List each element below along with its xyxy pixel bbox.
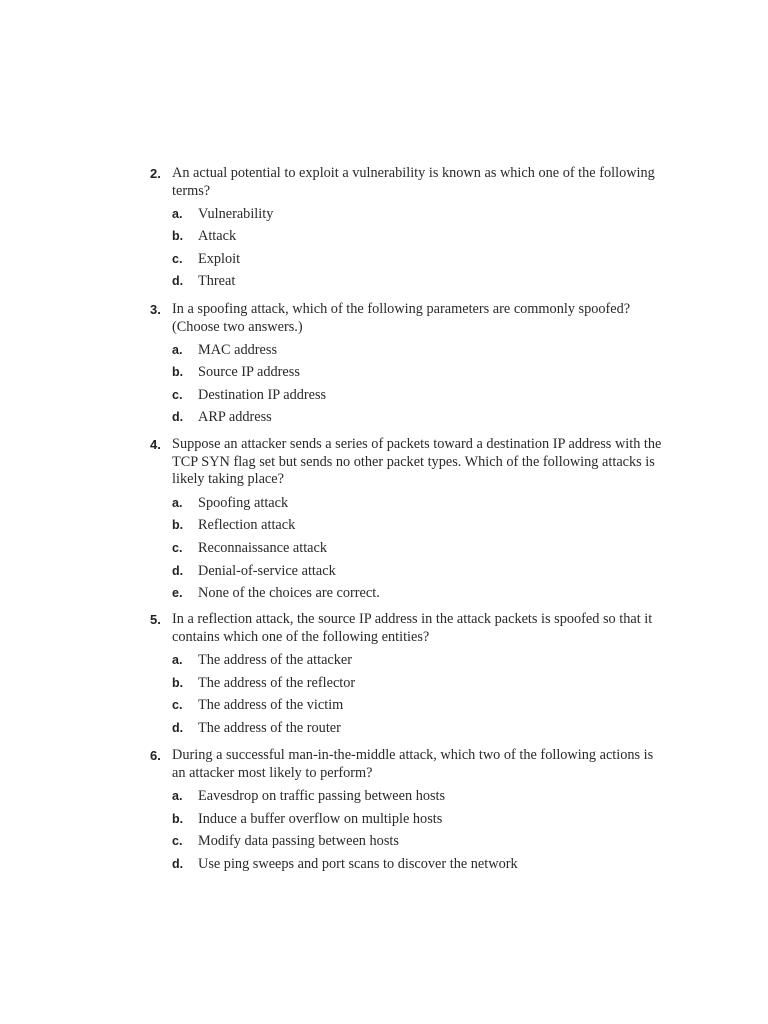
option-letter: b.	[172, 518, 184, 532]
question-number: 4.	[150, 437, 161, 452]
answer-option-d	[0, 718, 768, 738]
answer-option-c	[0, 695, 768, 715]
option-text: Source IP address	[198, 364, 300, 380]
option-text: Modify data passing between hosts	[198, 833, 399, 849]
option-text: The address of the router	[198, 720, 341, 736]
option-text: Attack	[198, 228, 237, 244]
answer-option-c	[0, 249, 768, 269]
option-letter: b.	[172, 365, 184, 379]
option-text: MAC address	[198, 342, 278, 358]
option-letter: b.	[172, 676, 184, 690]
option-text: The address of the reflector	[198, 675, 356, 691]
option-letter: a.	[172, 789, 183, 803]
answer-option-b	[0, 673, 768, 693]
question-number: 2.	[150, 166, 161, 181]
option-text: None of the choices are correct.	[198, 585, 380, 601]
option-letter: d.	[172, 564, 184, 578]
option-letter: a.	[172, 343, 183, 357]
question-text: In a reflection attack, the source IP address in the attack packets is spoofed so that it contains which one of the following entities?	[172, 611, 653, 645]
question-number: 3.	[150, 302, 161, 317]
option-letter: d.	[172, 274, 184, 288]
option-text: The address of the victim	[198, 697, 344, 713]
option-text: Denial-of-service attack	[198, 563, 336, 579]
answer-option-a	[0, 340, 768, 360]
option-letter: d.	[172, 721, 184, 735]
option-letter: c.	[172, 252, 183, 266]
answer-option-c	[0, 538, 768, 558]
option-letter: a.	[172, 653, 183, 667]
answer-option-d	[0, 561, 768, 581]
option-text: Reflection attack	[198, 517, 296, 533]
answer-option-b	[0, 515, 768, 535]
option-text: Vulnerability	[198, 206, 274, 222]
answer-option-b	[0, 226, 768, 246]
option-text: The address of the attacker	[198, 652, 353, 668]
option-letter: d.	[172, 410, 184, 424]
question-text: Suppose an attacker sends a series of packets toward a destination IP address with the TCP SYN flag set but sends no other packet types. Which of the following attacks is likely taking place?	[172, 436, 662, 487]
option-letter: a.	[172, 496, 183, 510]
answer-option-a	[0, 650, 768, 670]
option-letter: c.	[172, 388, 183, 402]
question-text: During a successful man-in-the-middle attack, which two of the following actions is an attacker most likely to perform?	[172, 747, 654, 781]
option-text: Exploit	[198, 251, 241, 267]
option-text: Spoofing attack	[198, 495, 289, 511]
option-text: Use ping sweeps and port scans to discover the network	[198, 856, 518, 872]
question-text: In a spoofing attack, which of the following parameters are commonly spoofed? (Choose two answers.)	[172, 301, 631, 335]
answer-option-b	[0, 809, 768, 829]
answer-option-e	[0, 583, 768, 603]
option-text: Eavesdrop on traffic passing between hosts	[198, 788, 446, 804]
answer-option-a	[0, 204, 768, 224]
question-number: 6.	[150, 748, 161, 763]
option-letter: d.	[172, 857, 184, 871]
answer-option-d	[0, 407, 768, 427]
option-letter: c.	[172, 834, 183, 848]
answer-option-a	[0, 786, 768, 806]
option-text: Reconnaissance attack	[198, 540, 328, 556]
question-number: 5.	[150, 612, 161, 627]
option-letter: c.	[172, 698, 183, 712]
option-text: Threat	[198, 273, 236, 289]
option-text: Induce a buffer overflow on multiple hosts	[198, 811, 443, 827]
option-text: Destination IP address	[198, 387, 327, 403]
option-letter: c.	[172, 541, 183, 555]
option-letter: a.	[172, 207, 183, 221]
option-letter: b.	[172, 229, 184, 243]
option-text: ARP address	[198, 409, 272, 425]
option-letter: b.	[172, 812, 184, 826]
answer-option-c	[0, 831, 768, 851]
answer-option-c	[0, 385, 768, 405]
answer-option-a	[0, 493, 768, 513]
option-letter: e.	[172, 586, 183, 600]
question-text: An actual potential to exploit a vulnerability is known as which one of the following terms?	[172, 165, 655, 199]
answer-option-b	[0, 362, 768, 382]
answer-option-d	[0, 271, 768, 291]
answer-option-d	[0, 854, 768, 874]
